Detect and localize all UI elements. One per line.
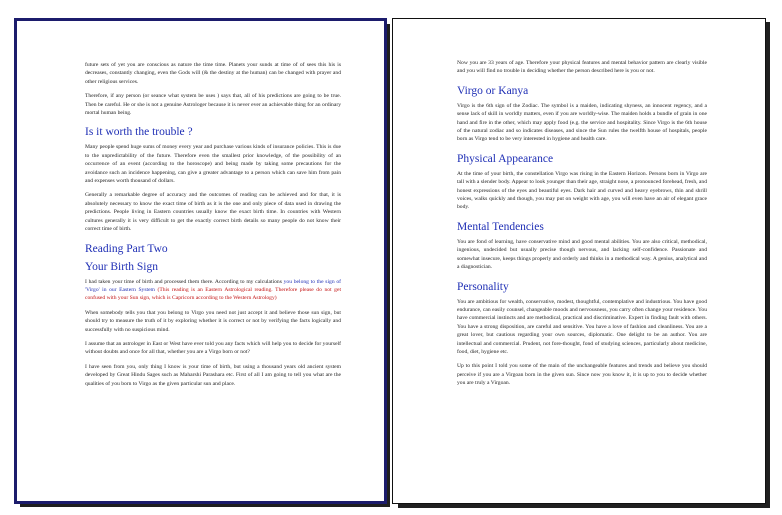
red-note-text: (This reading is an Eastern Astrological reading. Therefore please do not get confused with your Sun sign, which is Capricorn according to the Western Astrology) [85, 286, 341, 302]
page-shadow [766, 22, 770, 508]
heading-physical-appearance: Physical Appearance [457, 152, 554, 165]
heading-personality: Personality [457, 280, 509, 293]
paragraph: Now you are 33 years of age. Therefore your physical features and mental behavior pattern are clearly visible and you will find no trouble in deciding whether the person described here is you or not. [457, 60, 707, 75]
paragraph: I have seen from you, only thing I know is your time of birth, but using a thousand years old ancient system developed by Great Hindu Sages such as Maharshi Parashara etc. First of all I am going to tell you what are the qualities of you born to Virgo as the given particular sun and place. [85, 363, 341, 387]
heading-virgo-or-kanya: Virgo or Kanya [457, 84, 529, 97]
paragraph: Up to this point I told you some of the main of the unchangeable features and trends and believe you should perceive if you are a Virgoan born in the given sun. Since now you know it, it is up to you to decide whether you are truly a Virgoan. [457, 363, 707, 387]
text-run: I had taken your time of birth and processed them there. According to my calculations [85, 278, 282, 285]
paragraph: future sets of yet you are conscious as nature the time time. Planets your sunds at time of of sees this his is decreases, constantly changing, even the Gods will (& the destiny at the human) can be changed with prayer and other religious services. [85, 62, 341, 85]
paragraph: You are ambitious for wealth, conservative, modest, thoughtful, contemplative and industrious. You have good endurance, can easily counsel, changeable moods and nervousness, you carry often change your residence. You have commercial instincts and are methodical, practical and discriminative. Expert in finding fault with others. You have a strong disposition, are careful and sensitive. You have a love of fashion and cleanliness. You are a great lover, but cautious regarding your own sources, diplomatic. One delight to be an author. You are intellectual and commercial. Prudent, not fore-thought, fond of studying sciences, particularly about medicine, food, diet, hygiene etc. [457, 298, 707, 355]
highlighted-sign-text: you belong to the sign of 'Virgo' in our Eastern System [85, 278, 341, 293]
right-page-column [457, 59, 707, 394]
heading-your-birth-sign: Your Birth Sign [85, 260, 158, 273]
heading-mental-tendencies: Mental Tendencies [457, 220, 544, 233]
right-page[interactable] [392, 18, 766, 504]
left-page[interactable] [14, 18, 387, 504]
heading-reading-part-two: Reading Part Two [85, 242, 168, 255]
paragraph: Therefore, if any person (or seance what system be uses ) says that, all of his predictions are going to be true. Then be careful. He or she is not a genuine Astrologer because it is never ever an achievable thing for an ordinary mortal human being. [85, 93, 341, 117]
page-shadow [387, 24, 390, 507]
heading-worth-the-trouble: Is it worth the trouble ? [85, 126, 193, 139]
paragraph: At the time of your birth, the constellation Virgo was rising in the Eastern Horizon. Persons born in Virgo are tall with a slender body. Appear to look younger than their age, straight nose, a pronounced forehead, fresh, and honest expressions of the eyes and beautiful eyes. Dark hair and curved and heavy eyebrows, thin and shrill voices, walks quickly and though, you may put on weight with age, you will even have an air of elegant grace body. [457, 170, 707, 211]
paragraph: Virgo is the 6th sign of the Zodiac. The symbol is a maiden, indicating shyness, an innocent regency, and a sense lack of skill in worldly matters, even if you are worldly-wise. The maiden holds a bundle of grain in one hand and fire in the other, which may apply food (e.g. the service and hospitality. Since Virgo is the 6th house of the natural zodiac and so indicates diseases, and since the Sun rules the twelfth house of hospitals, people born as Virgo tend to be very interested in hygiene and health care. [457, 102, 707, 143]
paragraph: You are fond of learning, have conservative mind and good mental abilities. You are also critical, methodical, ingenious, undecided but usually precise though nervous, and lacking self-confidence. Passionate and somewhat insecure, keeps things properly and orderly and thinks in a methodical way. A genius, analytical and a diagnostician. [457, 238, 707, 271]
page-shadow [20, 504, 390, 507]
paragraph: Generally a remarkable degree of accuracy and the outcomes of reading can be achieved and for that, it is absolutely necessary to know the exact time of birth as it is the one and only piece of data used in drawing the predictions. People living in Eastern countries usually know the exact birth time. In countries with Western cultures generally it is very difficult to get the exactly correct birth details so many people do not know their correct time of birth. [85, 192, 341, 233]
paragraph: Many people spend huge sums of money every year and purchase various kinds of insurance policies. This is due to the unpredictability of the future. Therefore even the smallest prior knowledge, of the possibility of an occurrence of an event (according to the horoscope) and being made by taking some precautions for the avoidance such an incidence happening, can give a greater advantage to a person which can save him from pain and expenses worth thousand of dollars. [85, 144, 341, 185]
paragraph: I assume that an astrologer in East or West have ever told you any facts which will help you to decide for yourself without doubts and once for all that, whether you are a Virgo born or not? [85, 340, 341, 356]
left-page-column [85, 61, 341, 394]
page-shadow [398, 504, 770, 508]
paragraph-birth-sign [85, 278, 341, 303]
paragraph: When somebody tells you that you belong to Virgo you need not just accept it and believe those sun sign, but should try to measure the truth of it by exploring whether it is correct or not by verifying the facts logically and successfully with no suspicious mind. [85, 309, 341, 333]
